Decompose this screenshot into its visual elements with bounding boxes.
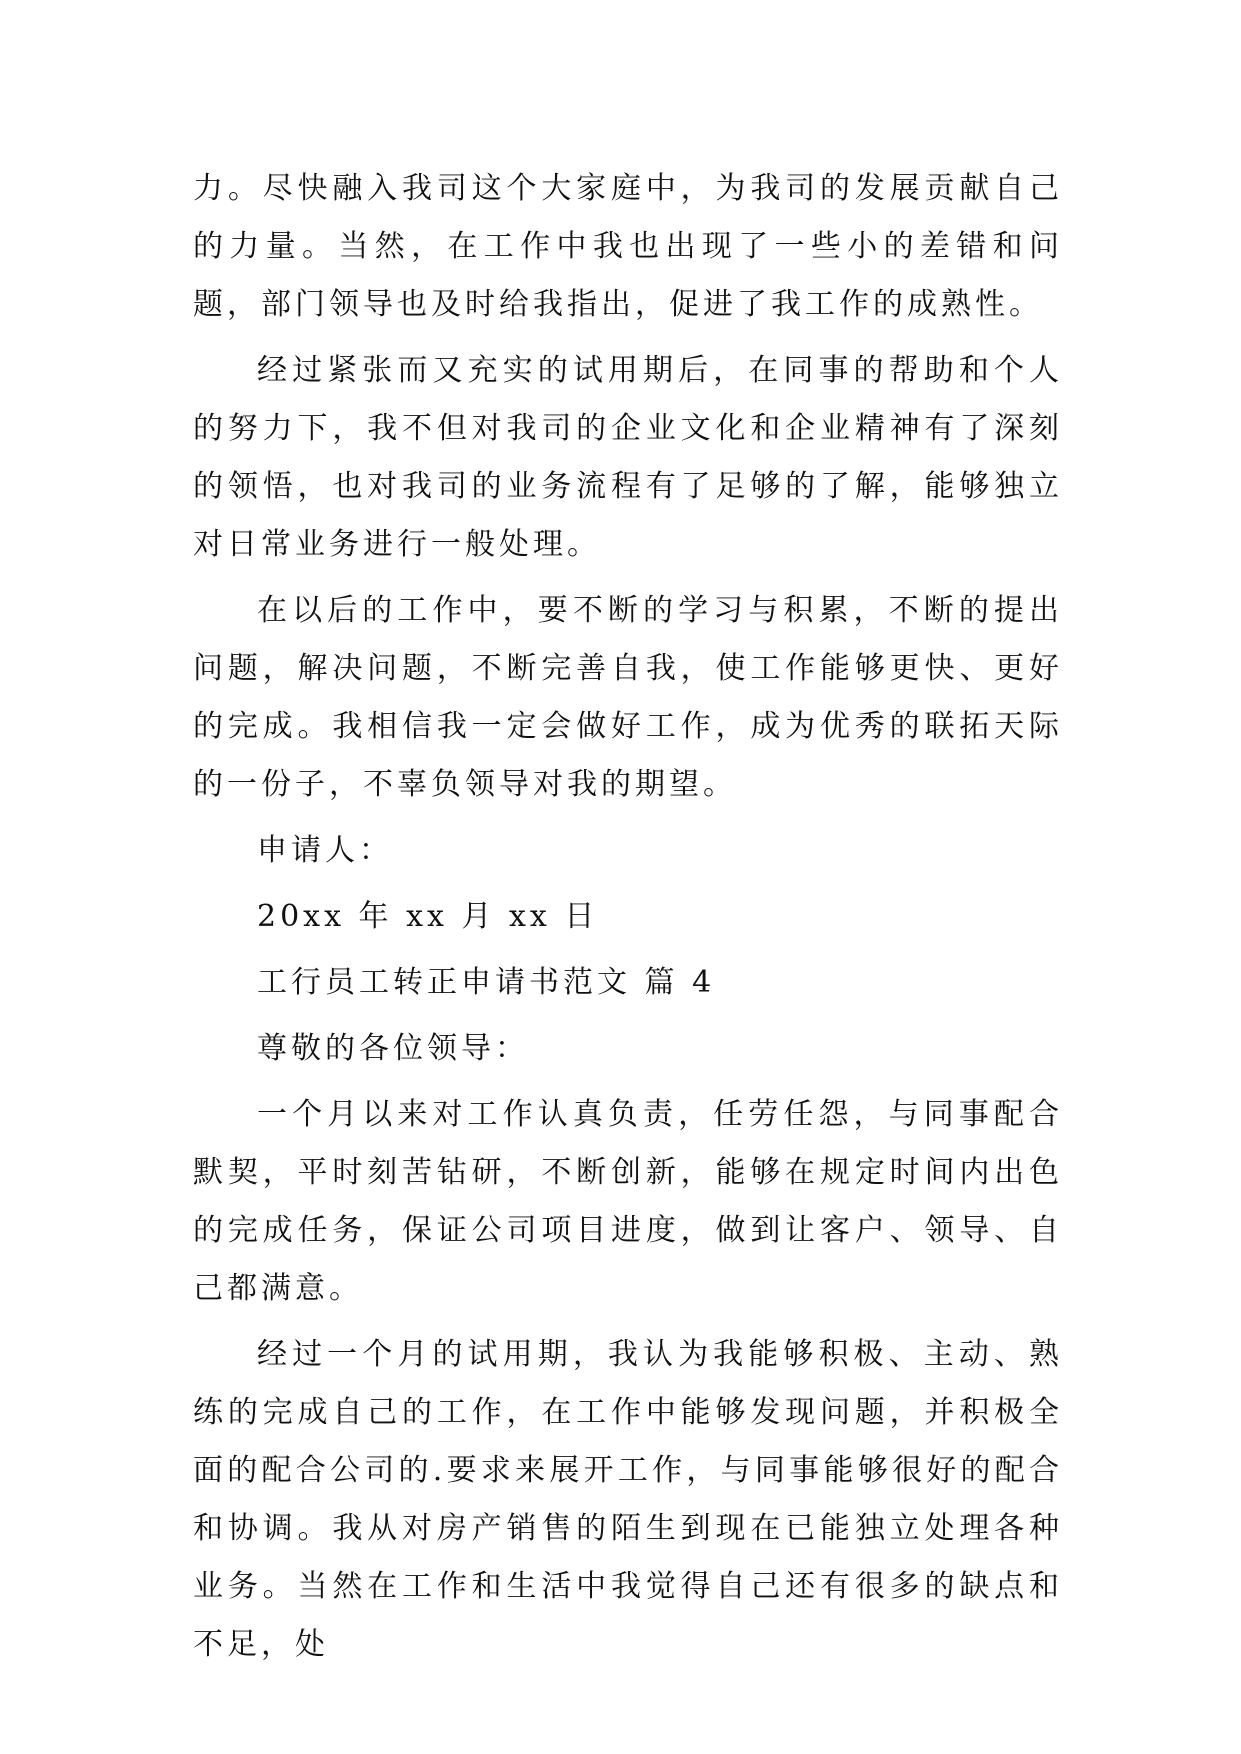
document-body xyxy=(193,160,1063,1682)
section-title: 工行员工转正申请书范文 篇 4 xyxy=(257,965,716,1000)
date-line: 20xx 年 xx 月 xx 日 xyxy=(257,899,599,934)
paragraph-future-plan: 在以后的工作中，要不断的学习与积累，不断的提出问题，解决问题，不断完善自我，使工作能够更快、更好的完成。我相信我一定会做好工作，成为优秀的联拓天际的一份子，不辜负领导对我的期望。 xyxy=(193,593,1063,802)
salutation: 尊敬的各位领导： xyxy=(257,1031,529,1066)
paragraph-work-attitude: 一个月以来对工作认真负责，任劳任怨，与同事配合默契，平时刻苦钻研，不断创新，能够在规定时间内出色的完成任务，保证公司项目进度，做到让客户、领导、自己都满意。 xyxy=(193,1097,1063,1306)
paragraph-continuation: 力。尽快融入我司这个大家庭中，为我司的发展贡献自己的力量。当然，在工作中我也出现了一些小的差错和问题，部门领导也及时给我指出，促进了我工作的成熟性。 xyxy=(193,171,1063,322)
paragraph-probation-summary: 经过紧张而又充实的试用期后，在同事的帮助和个人的努力下，我不但对我司的企业文化和企业精神有了深刻的领悟，也对我司的业务流程有了足够的了解，能够独立对日常业务进行一般处理。 xyxy=(193,353,1063,562)
applicant-label: 申请人： xyxy=(257,833,393,868)
paragraph-trial-period: 经过一个月的试用期，我认为我能够积极、主动、熟练的完成自己的工作，在工作中能够发现问题，并积极全面的配合公司的.要求来展开工作，与同事能够很好的配合和协调。我从对房产销售的陌生到现在已能独立处理各种业务。当然在工作和生活中我觉得自己还有很多的缺点和不足，处 xyxy=(193,1337,1063,1662)
